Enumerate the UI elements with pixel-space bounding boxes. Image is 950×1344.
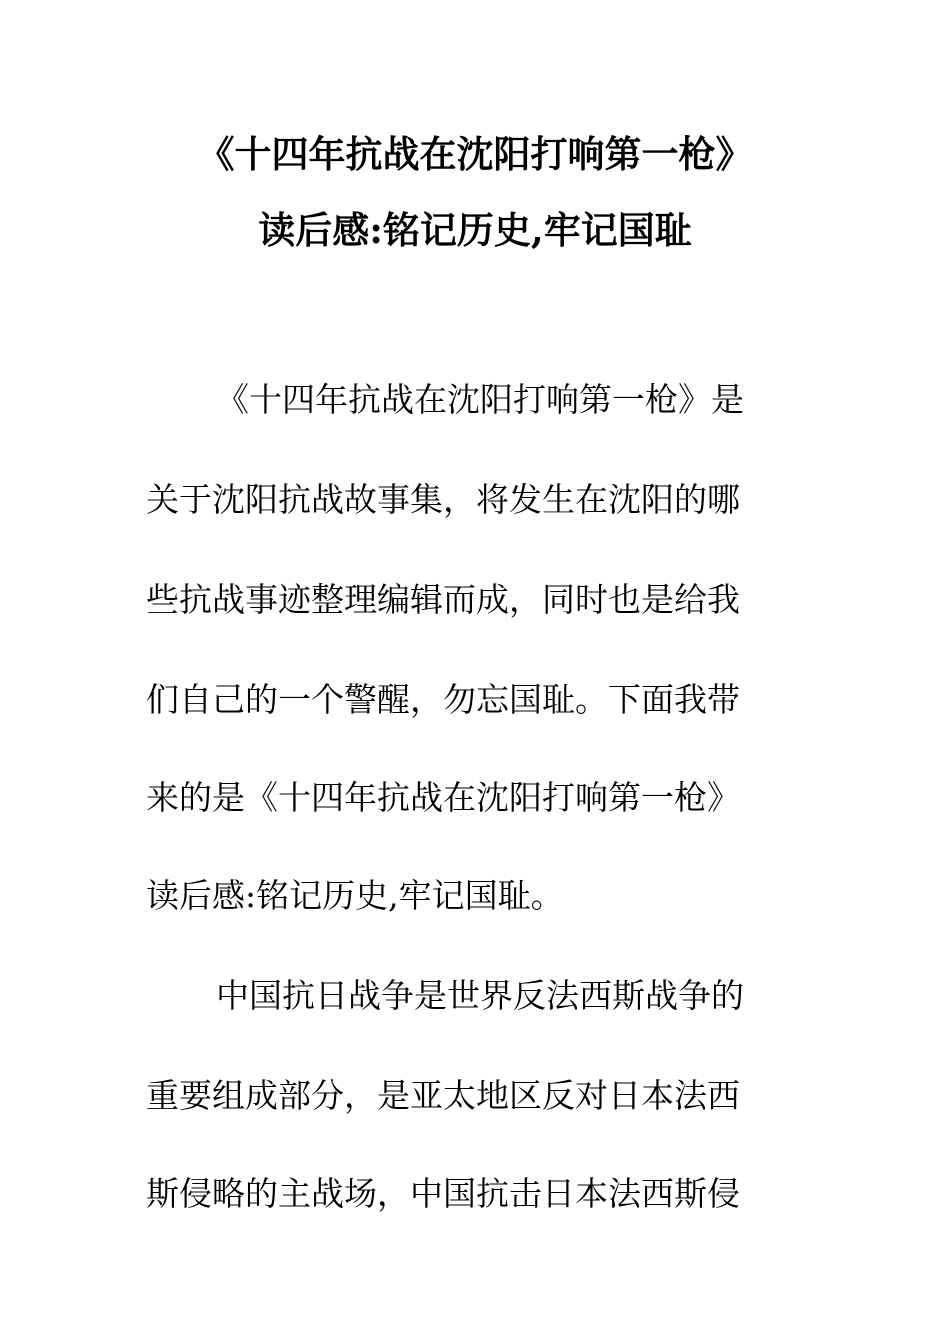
body-line: 们自己的一个警醒，勿忘国耻。下面我带	[146, 680, 740, 719]
body-line: 斯侵略的主战场，中国抗击日本法西斯侵	[146, 1174, 740, 1213]
title-line-2: 读后感:铭记历史,牢记国耻	[258, 208, 692, 252]
title-line-1: 《十四年抗战在沈阳打响第一枪》	[197, 132, 753, 176]
body-line: 些抗战事迹整理编辑而成，同时也是给我	[146, 580, 740, 619]
body-line: 《十四年抗战在沈阳打响第一枪》是	[216, 380, 744, 419]
body-line: 来的是《十四年抗战在沈阳打响第一枪》	[146, 778, 740, 817]
body-line: 读后感:铭记历史,牢记国耻。	[146, 876, 564, 915]
body-line: 关于沈阳抗战故事集，将发生在沈阳的哪	[146, 480, 740, 519]
body-line: 重要组成部分，是亚太地区反对日本法西	[146, 1076, 740, 1115]
body-line: 中国抗日战争是世界反法西斯战争的	[216, 976, 744, 1015]
